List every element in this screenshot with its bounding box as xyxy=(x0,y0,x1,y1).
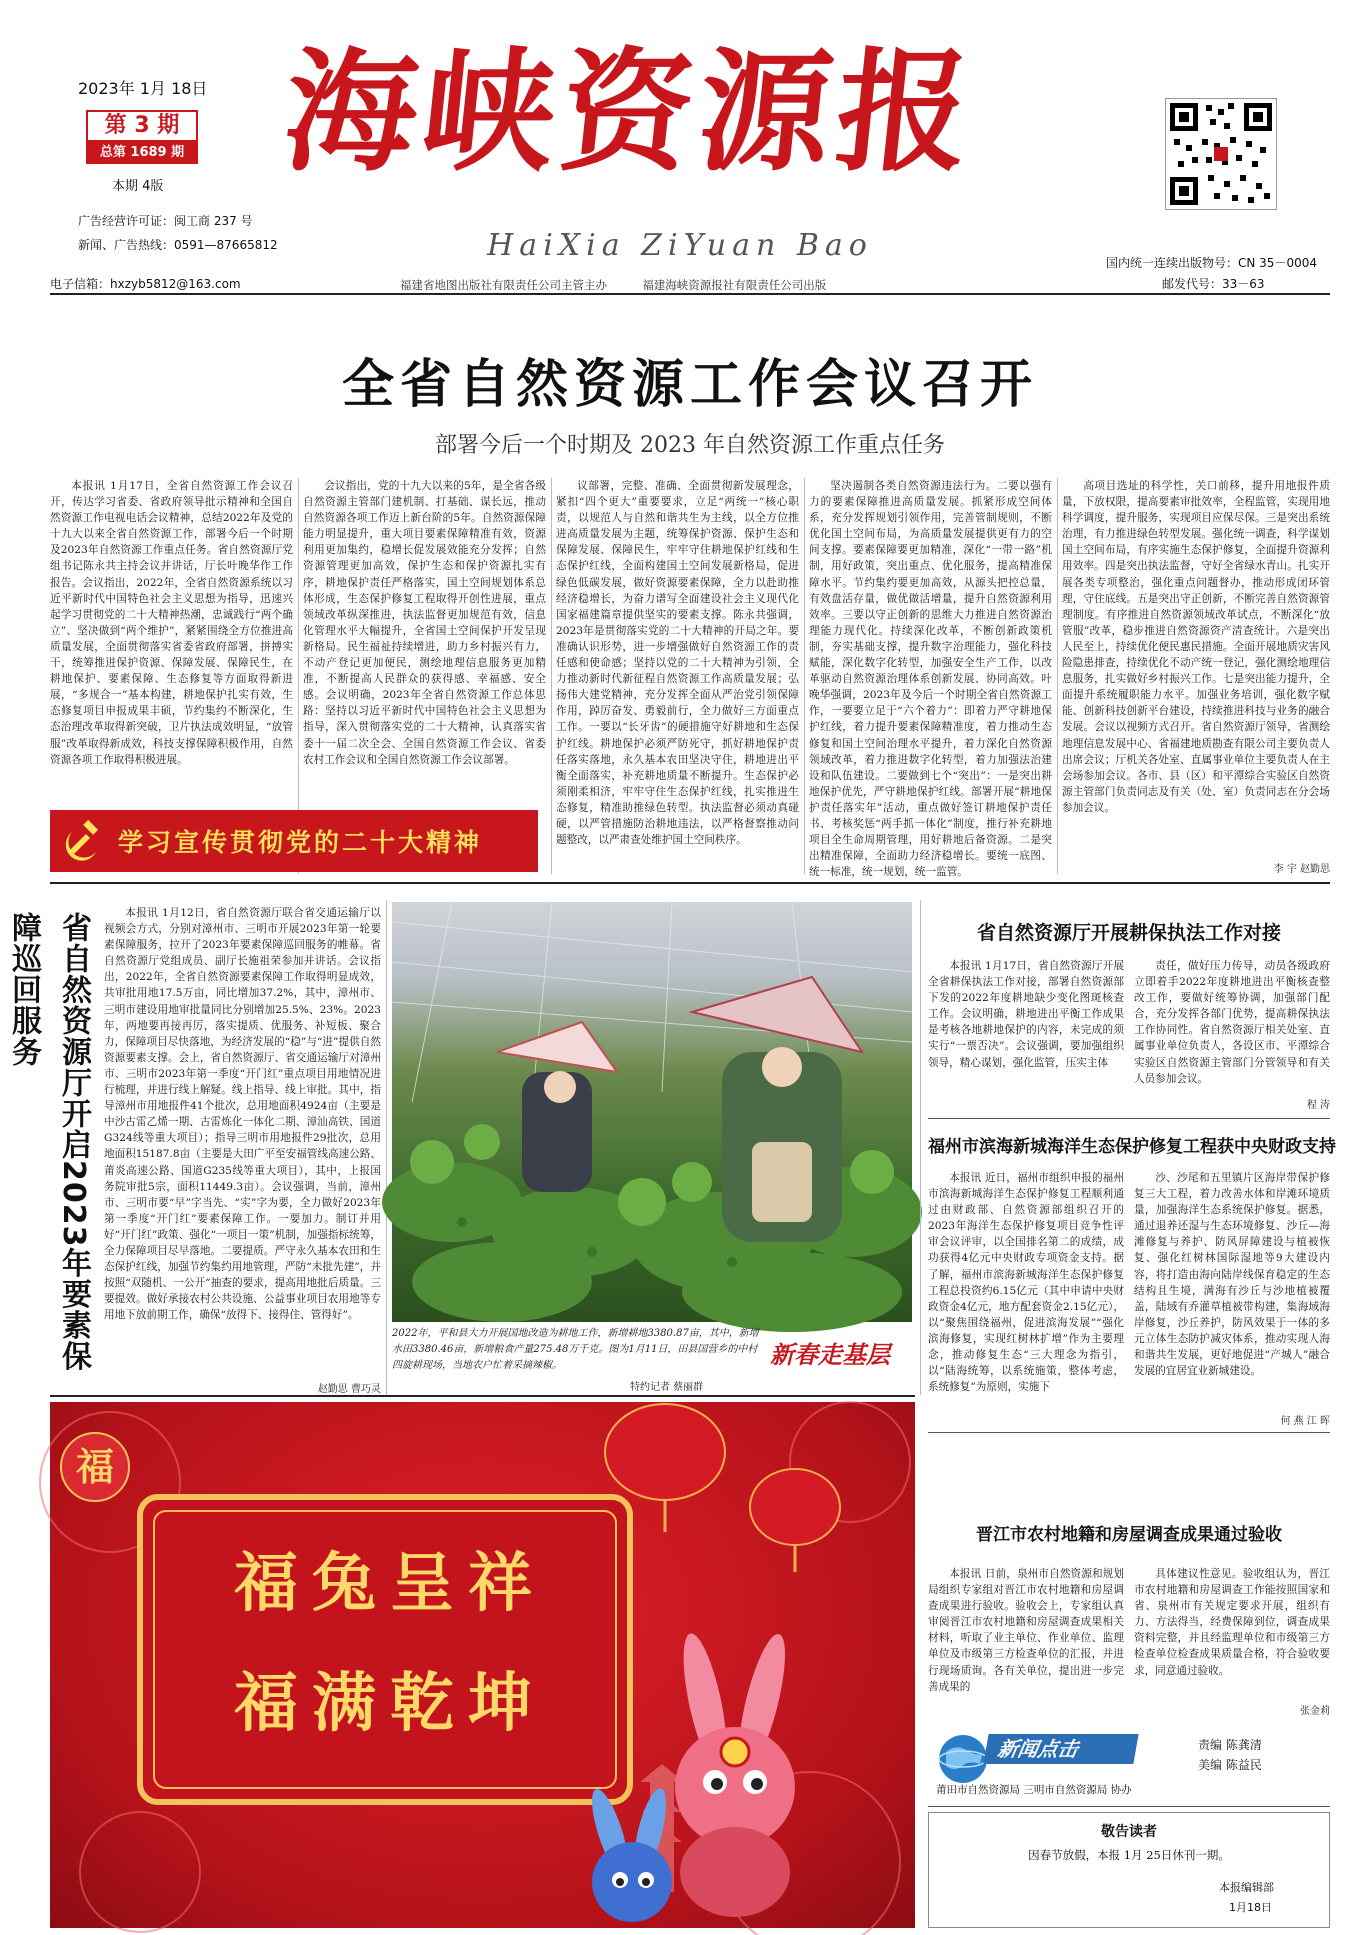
lead-col-4 xyxy=(809,478,1052,879)
jinjiang-col-2 xyxy=(1134,1566,1330,1706)
postal-code: 邮发代号：33－63 xyxy=(1162,277,1265,291)
notice-title: 敬告读者 xyxy=(1101,1824,1157,1840)
total-issue: 总第 1689 期 xyxy=(86,142,198,164)
issue-number: 第 3 期 xyxy=(86,110,198,142)
farmland-col-2-text: 责任，做好压力传导，动员各级政府立即着手2022年度耕地进出平衡核查整改工作，要做好统筹协调，加强部门配合，充分发挥各部门优势，提高耕保执法工作协同性。省自然资源厅相关处室、直属事业单位负责人，各设区市、平潭综合实验区自然资源主管部门分管领导和有关人员参加会议。 xyxy=(1134,960,1330,1085)
lead-col-4-text: 坚决遏制各类自然资源违法行为。二要以强有力的要素保障推进高质量发展。抓紧形成空间体系，充分发挥规划引领作用，完善管制规则，不断优化国土空间布局，为高质量发展提供更有力的空间支撑。要素保障要更加精准，深化“一带一路”机制，用好政策，突出重点、优化服务，提高精准保障水平。节约集约要更加高效，从源头把控总量，有效盘活存量，做优做活增量，提升自然资源利用效率。三要以守正创新的思维大力推进自然资源治理能力现代化。持续深化改革，不断创新政策机制，夯实基础支撑，提升数字治理能力，强化科技赋能，深化数字化转型，加强安全生产工作，以改革驱动自然资源治理体系创新发展、协同高效。叶晚华强调，2023年及今后一个时期全省自然资源工作，一要要立足于“六个着力”：即着力严守耕地保护红线，着力提升要素保障精准度，着力推动生态修复和国土空间治理水平提升，着力深化自然资源领域改革，着力推进数字化转型，着力加强法治建设和队伍建设。二要做到七个“突出”：一是突出耕地保护优先，严守耕地保护红线。部署开展“耕地保护责任落实年”活动，重点做好签订耕地保护责任书、考核奖惩“两手抓一体化”制度，推行补充耕地项目全生命周期管理，用好耕地后备资源。二是突出精准保障，全面助力经济稳增长。要统一底图、统一标准，统一规划，统一监管。 xyxy=(809,480,1052,879)
service-body xyxy=(104,905,381,1375)
service-headline: 省自然资源厅开启2023年要素保障巡回服务 xyxy=(6,912,91,1372)
service-byline: 赵勤思 曹巧灵 xyxy=(317,1384,381,1395)
jinjiang-col-1-text: 本报讯 日前，泉州市自然资源和规划局组织专家组对晋江市农村地籍和房屋调查成果进行验收。验收会上，专家组认真审阅晋江市农村地籍和房屋调查成果相关材料，听取了业主单位、作业单位、监理单位及市级第三方检查单位的汇报，并进行现场质询。各有关单位，提出进一步完善成果的 xyxy=(928,1568,1124,1693)
story-divider xyxy=(928,1432,1330,1433)
newspaper-pinyin: HaiXia ZiYuan Bao xyxy=(487,228,873,263)
lead-headline: 全省自然资源工作会议召开 xyxy=(341,355,1038,415)
lead-col-2-text: 会议指出，党的十九大以来的5年，是全省各级自然资源主管部门建机制、打基础、谋长远，推动自然资源各项工作迈上新台阶的5年。自然资源保障能力明显提升，重大项目要素保障精准有效，资源利用更加集约，稳增长促发展效能充分发挥；自然资源管理更加高效，保护生态和保护资源扎实有序，耕地保护责任严格落实，国土空间规划体系总体形成，生态保护修复工程取得开创性进展，重点领域改革纵深推进，执法监督更加规范有效，信息化管理水平大幅提升，全省国土空间保护开发呈现新格局。民生福祉持续增进，助力乡村振兴有力，不动产登记更加便民，测绘地理信息服务更加精准，不断提高人民群众的获得感、幸福感、安全感。会议明确，2023年全省自然资源工作总体思路：坚持以习近平新时代中国特色社会主义思想为指导，深入贯彻落实党的二十大精神，认真落实省委十一届二次全会、全国自然资源工作会议、省委农村工作会议和全国自然资源工作会议部署。 xyxy=(303,480,546,766)
photo-caption: 2022年，平和县大力开展国地改造为耕地工作，新增耕地3380.87亩，其中，新增水田3380.46亩，新增粮食产量275.48万千克。图为1月11日，田县国营乡的中村四旋耕现场，当地农户忙着采摘辣椒。 xyxy=(392,1328,759,1371)
sponsor: 福建省地图出版社有限责任公司主管主办 xyxy=(400,278,607,292)
newspaper-title: 海峡资源报 xyxy=(276,35,984,190)
section-divider xyxy=(50,1395,915,1397)
fuzhou-col-1-text: 本报讯 近日，福州市组织申报的福州市滨海新城海洋生态保护修复工程顺利通过由财政部、自然资源部组织召开的2023年海洋生态保护修复项目竞争性评审会议评审，以全国排名第二的成绩，成功获得4亿元中央财政专项资金支持。据了解，福州市滨海新城海洋生态保护修复工程总投资约6.15亿元（其中申请中央财政资金4亿元，地方配套资金2.15亿元），以“聚焦围绕福州，促进滨海发展”“强化滨海修复，实现红树林扩增”作为主要理念，推动修复生态“三大理念为指引，以“陆海统筹，以系统施策，整体考虑，系统修复”为原则，实施下 xyxy=(928,1172,1124,1394)
ad-line-1: 福兔呈祥 xyxy=(234,1546,546,1621)
party-banner xyxy=(50,810,538,872)
news-click-box xyxy=(928,1726,1330,1798)
fuzhou-col-2-text: 沙、沙尾和五里镇片区海岸带保护修复三大工程，着力改善水体和岸滩环境质量，加强海洋生态系统保护修复。据悉，通过退养还湿与生态环境修复、沙丘—海滩修复与养护、防风屏障建设与植被恢复、强化红树林国际湿地等9大建设内容，将打造由海向陆岸线保育稳定的生态结构且生境，满海有沙丘与沙地植被覆盖，陆域有乔灌草植被带构建，集海域海岸修复，沙丘养护，防风效果于一体的多元立体生态防护减灾体系，推动实现人海和谐共生发展，更好地促进“产城人”融合发展的宜居宜业新城建设。 xyxy=(1134,1172,1330,1378)
ad-corner-fu: 福 xyxy=(60,1432,130,1502)
col-rule xyxy=(804,478,805,874)
col-rule xyxy=(1057,478,1058,874)
party-banner-text: 学习宣传贯彻党的二十大精神 xyxy=(118,828,483,857)
lead-col-1 xyxy=(50,478,293,810)
col-rule xyxy=(920,900,921,1395)
lead-col-3 xyxy=(556,478,799,874)
photo-byline: 特约记者 蔡丽群 xyxy=(630,1382,704,1393)
qr-code xyxy=(1165,98,1277,210)
jinjiang-col-2-text: 具体建议性意见。验收组认为，晋江市农村地籍和房屋调查工作能按照国家和省、泉州市有关规定要求开展，组织有力、方法得当，经费保障到位，调查成果资料完整，并且经监理单位和市级第三方检查单位检查成果质量合格，符合验收要求，同意通过验收。 xyxy=(1134,1568,1330,1677)
page-count: 本期 4版 xyxy=(112,179,164,194)
notice-body: 因春节放假，本报 1月 25日休刊一期。 xyxy=(1028,1848,1230,1862)
notice-sign: 本报编辑部 xyxy=(1219,1881,1274,1894)
jinjiang-headline: 晋江市农村地籍和房屋调查成果通过验收 xyxy=(976,1525,1282,1545)
farmland-col-2 xyxy=(1134,958,1330,1093)
globe-icon xyxy=(936,1732,990,1786)
ad-line-2: 福满乾坤 xyxy=(234,1666,546,1741)
new-year-ad xyxy=(50,1402,915,1928)
lead-col-5-text: 高项目选址的科学性，关口前移，提升用地报件质量，下放权限，提高要素审批效率，全程监管，实现用地科学调度，提升服务，实现项目应保尽保。三是突出系统治理，有力推进绿色转型发展。强化统一调查，科学谋划国土空间布局，有序实施生态保护修复，全面提升资源利用效率。四是突出执法监督，守好全省绿水青山。扎实开展各类专项整治，强化重点问题督办，推动形成闭环管理，守住底线。五是突出守正创新，不断完善自然资源管理制度。有序推进自然资源领域改革试点，不断深化“放管服”改革，稳步推进自然资源资产清查统计。六是突出人民至上，持续优化便民惠民措施。全面开展地质灾害风险隐患排查，持续优化不动产统一登记，强化测绘地理信息服务，扎实做好乡村振兴工作。七是突出能力提升，全面提升系统履职能力水平。加强业务培训，强化数字赋能、创新科技创新平台建设，持续推进科技与业务的融合发展。会议以视频方式召开。省自然资源厅领导，省测绘地理信息发展中心、省福建地质勘查有限公司主要负责人出席会议；厅机关各处室、直属事业单位主要负责人在主会场参加会议。各市、县（区）和平潭综合实验区自然资源主管部门负责同志及有关（处、室）负责同志在分会场参加会议。 xyxy=(1062,480,1330,814)
story-divider xyxy=(928,1806,1330,1807)
lead-col-3-text: 议部署，完整、准确、全面贯彻新发展理念，紧扣“四个更大”重要要求，立足“两统一”核心职责，以规范人与自然和谐共生为主线，以全方位推进高质量发展为主题，统筹保护资源、保护生态和保障发展、保障民生，牢牢守住耕地保护红线和生态保护红线，全面构建国土空间发展新格局，促进绿色低碳发展，做好资源要素保障，全力以赴助推经济稳增长，为奋力谱写全面建设社会主义现代化国家福建篇章提供坚实的要素支撑。陈永共强调，2023年是贯彻落实党的二十大精神的开局之年。要准确认识形势，进一步增强做好自然资源工作的责任感和使命感；坚持以党的二十大精神为引领，全力推动新时代新征程自然资源工作高质量发展；弘扬伟大建党精神，充分发挥全面从严治党引领保障作用，踔厉奋发、勇毅前行，全力做好三方面重点工作。一要以“长牙齿”的硬措施守好耕地和生态保护红线。耕地保护必须严防死守，抓好耕地保护责任落实落地，永久基本农田坚决守住，耕地进出平衡全面落实，补充耕地质量不断提升。生态保护必须刚柔相济，牢牢守住生态保护红线，扎实推进生态修复，精准助推绿色转型。执法监督必须动真碰硬，以严管措施防治耕地违法，以严格督察推动问题整改，以严肃查处维护国土空间秩序。 xyxy=(556,480,799,847)
news-click-title: 新闻点击 xyxy=(983,1734,1138,1764)
cn-number: 国内统一连续出版物号：CN 35－0004 xyxy=(1106,256,1317,270)
col-rule xyxy=(386,900,387,1395)
service-body-text: 本报讯 1月12日，省自然资源厅联合省交通运输厅以视频会方式，分别对漳州市、三明市开展2023年第一轮要素保障服务，拉开了2023年要素保障巡回服务的帷幕。省自然资源厅党组成员、副厅长施祖荣参加并讲话。会议指出，2022年，全省自然资源要素保障工作取得明显成效，共审批用地17.5万亩，同比增加37.2%，其中，漳州市、三明市建设用地审批量同比分别增加25.5%、23%。2023年，两地要再接再厉，落实提质、优服务、补短板、聚合力，保障项目尽快落地，为经济发展的“稳”与“进”提供自然资源要素支撑。会上，省自然资源厅、省交通运输厅对漳州市、三明市2023年第一季度“开门红”重点项目用地情况进行梳理，并进行线上解疑。线上指导、线上审批。其中，指导漳州市用地报件41个批次，总用地面积4924亩（主要是中沙古雷乙烯一期、古雷炼化一体化二期、漳汕高铁、国道G324线等重大项目）；指导三明市用地报件29批次，总用地面积15187.8亩（主要是大田广平至安福管线高速公路、莆炎高速公路、国道G235线等重大项目），其中，上报国务院审批5宗，面积11449.3亩）。会议强调，当前，漳州市、三明市要“早”字当先、“实”字为要，全力做好2023年第一季度“开门红”要素保障工作。一要加力。制订并用好“开门红”政策、强化“一项目一策”机制，加强指标统筹，全力保障项目尽早落地。二要提质。严守永久基本农田和生态保护红线，加强节约集约用地管理，严防“未批先建”，并按照“双随机、一公开”抽查的要求，提高用地批后质量。三要提效。做好承接农村公共设施、公益事业项目农用地等专用地下放前期工作，确保“放得下、接得住、管得好”。 xyxy=(104,907,381,1322)
farmland-byline: 程 涛 xyxy=(1306,1100,1330,1111)
fuzhou-col-2 xyxy=(1134,1170,1330,1410)
spring-visit-tag: 新春走基层 xyxy=(770,1340,890,1369)
farm-photo xyxy=(392,902,912,1322)
fuzhou-col-1 xyxy=(928,1170,1124,1425)
lead-byline: 李 宇 赵勤思 xyxy=(1273,864,1330,875)
fuzhou-byline: 何 燕 江 晖 xyxy=(1280,1416,1330,1427)
sponsor-line xyxy=(400,277,826,293)
notice-date: 1月18日 xyxy=(1229,1901,1272,1914)
jinjiang-col-1 xyxy=(928,1566,1124,1716)
col-rule xyxy=(551,478,552,874)
editor: 责编 陈龚清 xyxy=(1198,1738,1262,1752)
lead-subhead: 部署今后一个时期及 2023 年自然资源工作重点任务 xyxy=(435,433,945,458)
farmland-col-1 xyxy=(928,958,1124,1108)
news-phone: 新闻、广告热线：0591—87665812 xyxy=(78,238,278,252)
section-divider xyxy=(50,882,1330,884)
ad-license: 广告经营许可证：闽工商 237 号 xyxy=(78,214,253,228)
coop-units: 莆田市自然资源局 三明市自然资源局 协办 xyxy=(936,1784,1132,1796)
farmland-col-1-text: 本报讯 1月17日，省自然资源厅开展全省耕保执法工作对接，部署自然资源部下发的2022年度耕地缺少变化图斑核查工作。会议明确，耕地进出平衡工作成果是考核各地耕地保护的内容，未完成的须实行“一票否决”。会议强调，要加强组织领导，精心谋划，强化监管，压实主体 xyxy=(928,960,1124,1069)
lead-col-5 xyxy=(1062,478,1330,853)
masthead xyxy=(0,0,1361,295)
masthead-divider xyxy=(50,293,1330,295)
publisher: 福建海峡资源报社有限责任公司出版 xyxy=(642,278,827,292)
email: 电子信箱：hxzyb5812@163.com xyxy=(50,277,241,291)
lead-col-1-text: 本报讯 1月17日，全省自然资源工作会议召开，传达学习省委、省政府领导批示精神和全国自然资源工作电视电话会议精神，总结2022年及党的十九大以来全省自然资源工作，部署今后一个时期及2023年自然资源工作重点任务。省自然资源厅党组书记陈永共主持会议并讲话，厅长叶晚华作工作报告。会议指出，2022年，全省自然资源系统以习近平新时代中国特色社会主义思想为指导，迅速兴起学习贯彻党的二十大精神热潮，忠诚践行“两个确立”、坚决做到“两个维护”，紧紧围绕全方位推进高质量发展，全面贯彻落实省委省政府部署，拼搏实干，统筹推进保护资源、保障发展、保障民生，在耕地保护、要素保障、生态修复等方面取得新进展，“多规合一”基本构建，耕地保护扎实有效，生态修复项目申报成果丰硕，节约集约不断深化，生态治理改革取得新突破，卫片执法成效明显，“放管服”改革取得新成效，科技支撑保障积极作用，自然资源各项工作取得积极进展。 xyxy=(50,480,293,766)
farmland-headline: 省自然资源厅开展耕保执法工作对接 xyxy=(976,922,1281,944)
fuzhou-headline: 福州市滨海新城海洋生态保护修复工程获中央财政支持 xyxy=(928,1137,1336,1157)
designer: 美编 陈益民 xyxy=(1198,1758,1262,1772)
hammer-sickle-icon xyxy=(62,816,112,866)
issue-date: 2023年 1月 18日 xyxy=(78,79,208,98)
jinjiang-byline: 张金莉 xyxy=(1300,1706,1330,1717)
reader-notice xyxy=(928,1812,1330,1928)
story-divider xyxy=(928,1118,1330,1119)
